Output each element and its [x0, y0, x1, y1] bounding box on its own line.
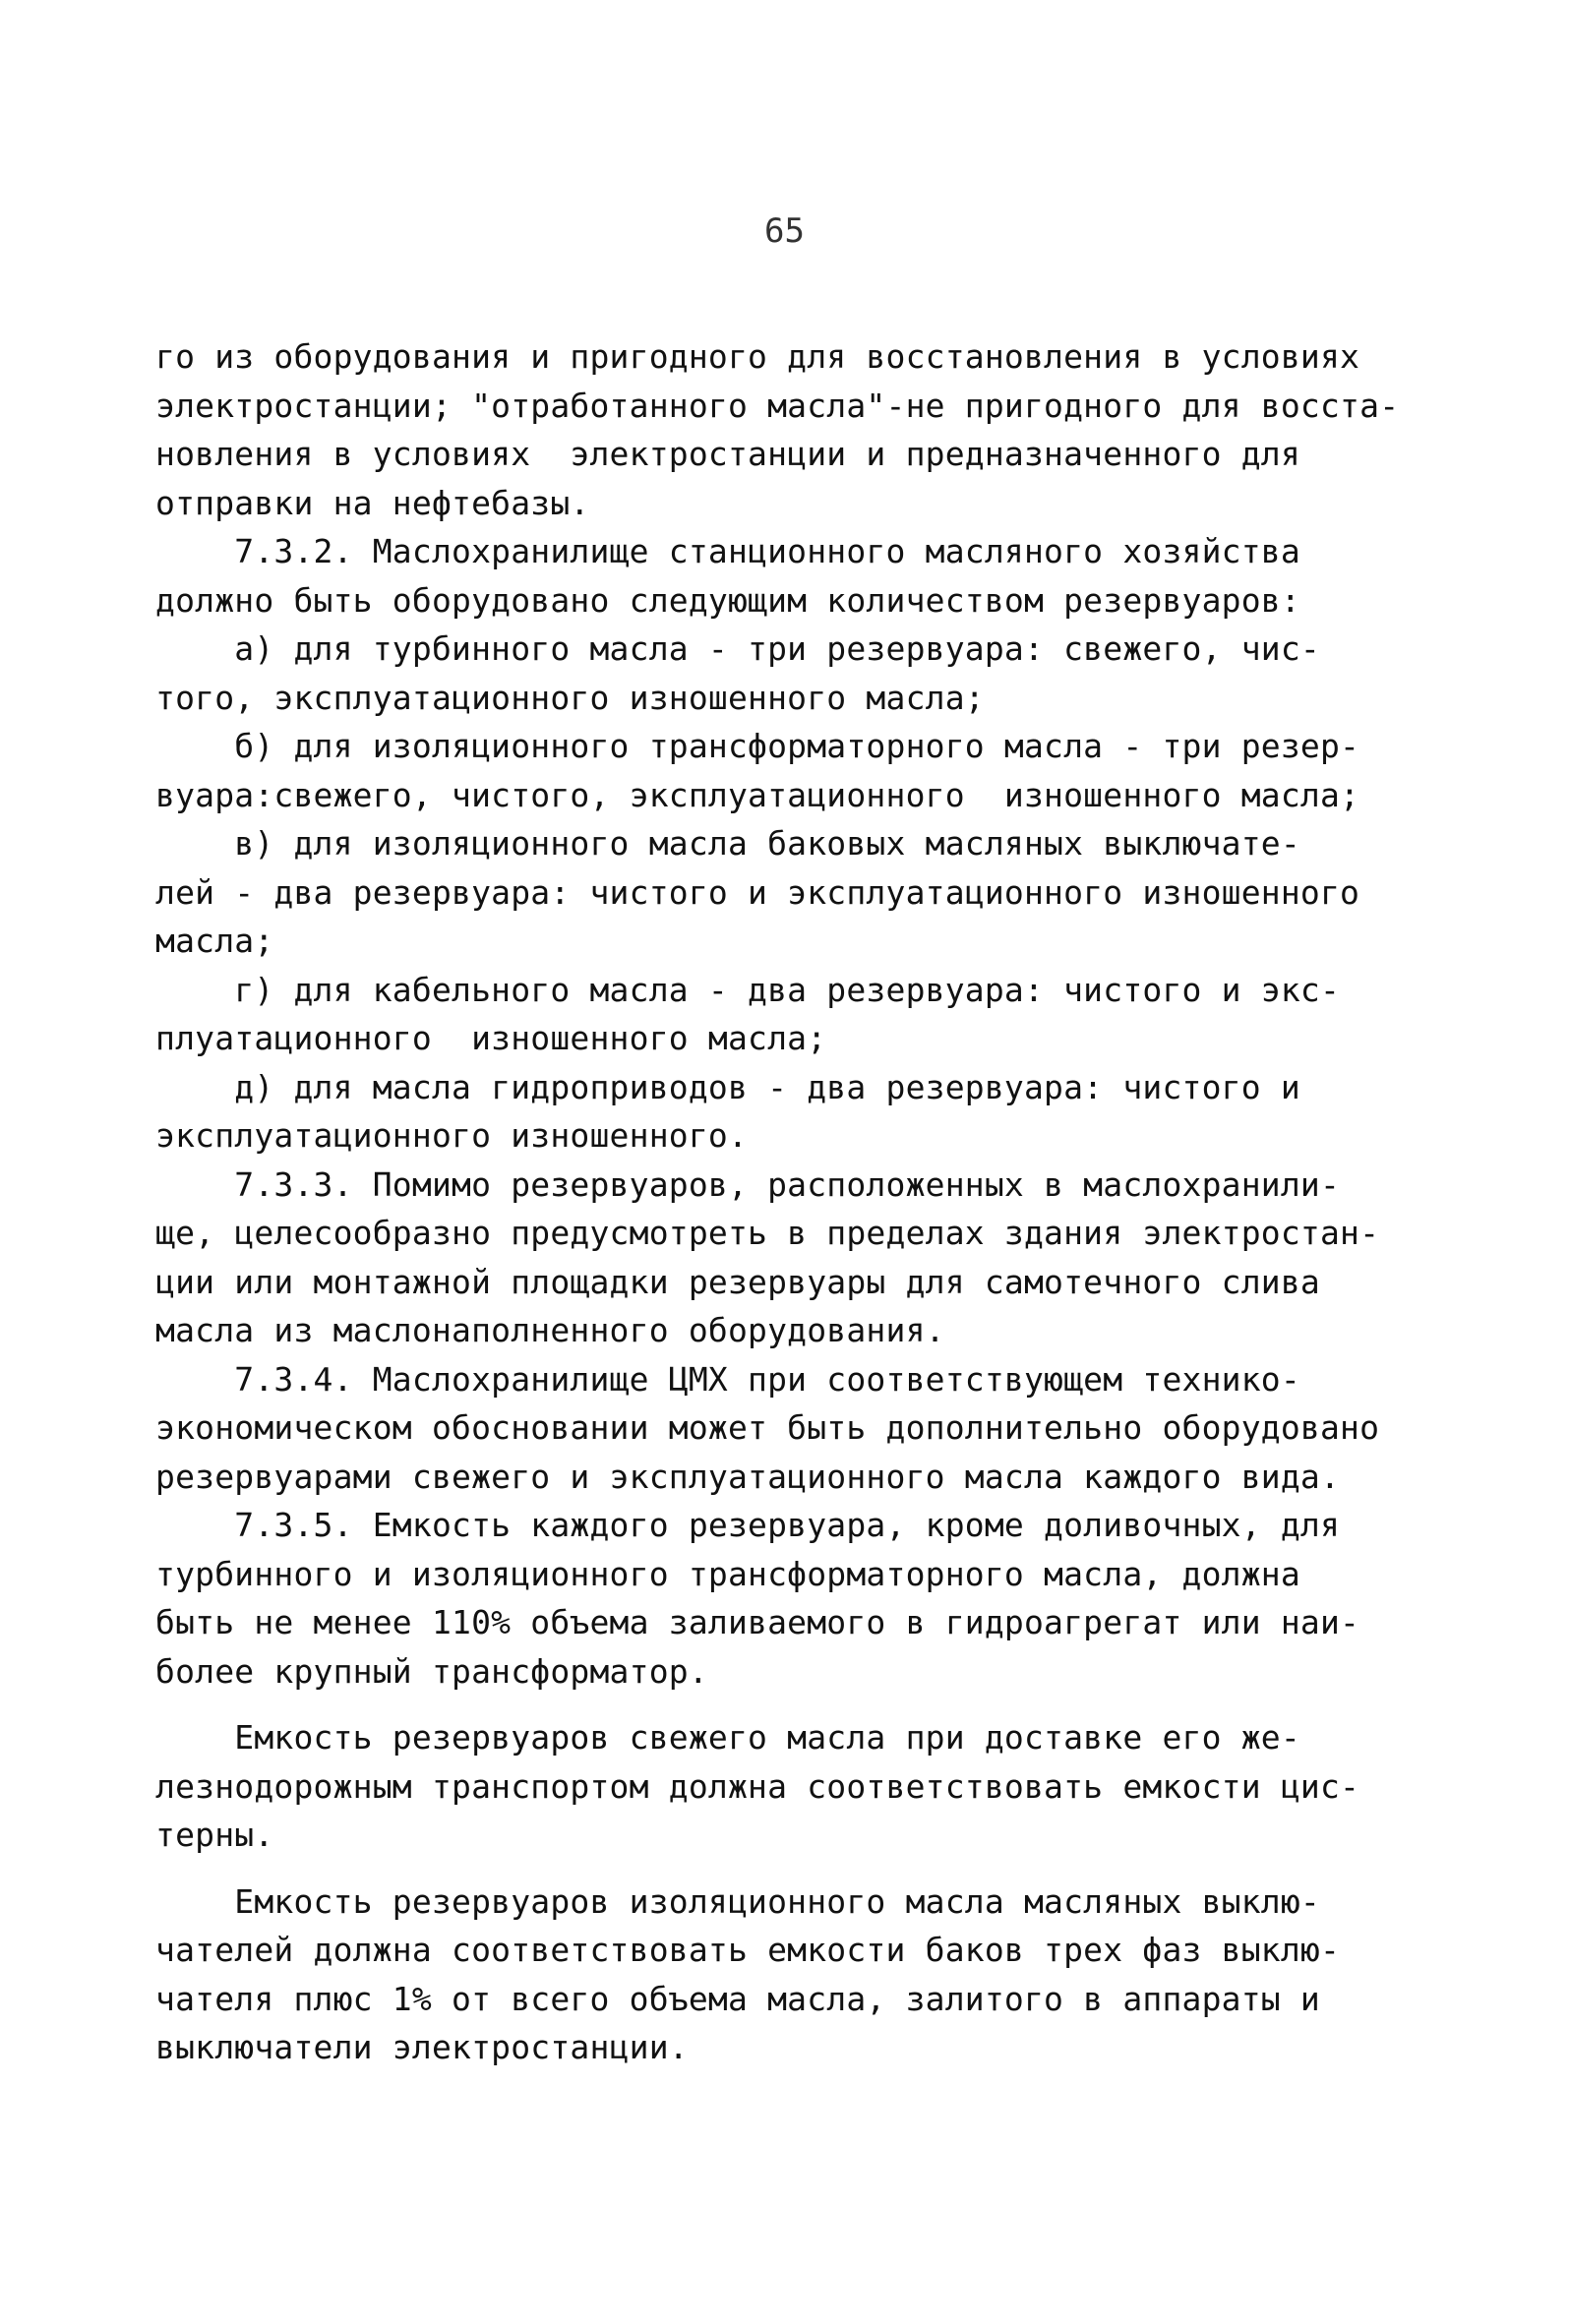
text-line: выключатели электростанции. [155, 2028, 689, 2066]
section-7-3-2-heading: 7.3.2. Маслохранилище станционного масляного хозяйства [155, 532, 1300, 570]
text-line: чателя плюс 1% от всего объема масла, залитого в аппараты и [155, 1979, 1320, 2018]
list-item-a: а) для турбинного масла - три резервуара: свежего, чис- [155, 629, 1320, 668]
text-line: го из оборудования и пригодного для восстановления в условиях [155, 337, 1360, 376]
text-line: быть не менее 110% объема заливаемого в гидроагрегат или наи- [155, 1603, 1360, 1641]
text-line: более крупный трансформатор. [155, 1651, 708, 1691]
list-item-v: в) для изоляционного масла баковых масляных выключате- [155, 824, 1300, 863]
text-line: ции или монтажной площадки резервуары для самотечного слива [155, 1262, 1320, 1301]
document-body [155, 332, 1424, 2072]
text-line: того, эксплуатационного изношенного масла; [155, 678, 985, 717]
text-line: отправки на нефтебазы. [155, 483, 590, 522]
text-line: Емкость резервуаров изоляционного масла масляных выклю- [155, 1881, 1320, 1921]
text-line: вуара:свежего, чистого, эксплуатационного изношенного масла; [155, 775, 1360, 814]
text-line: Емкость резервуаров свежего масла при доставке его же- [155, 1718, 1300, 1757]
text-line: ще, целесообразно предусмотреть в пределах здания электростан- [155, 1214, 1380, 1252]
list-item-d: д) для масла гидроприводов - два резервуара: чистого и [155, 1067, 1300, 1106]
text-line: должно быть оборудовано следующим количеством резервуаров: [155, 580, 1300, 620]
text-line: терны. [155, 1816, 274, 1854]
section-7-3-5-heading: 7.3.5. Емкость каждого резервуара, кроме доливочных, для [155, 1506, 1341, 1544]
text-line: лей - два резервуара: чистого и эксплуатационного изношенного [155, 872, 1360, 912]
list-item-g: г) для кабельного масла - два резервуара: чистого и экс- [155, 970, 1341, 1009]
text-line: чателей должна соответствовать емкости баков трех фаз выклю- [155, 1931, 1341, 1969]
section-7-3-4-heading: 7.3.4. Маслохранилище ЦМХ при соответствующем технико- [155, 1359, 1300, 1399]
list-item-b: б) для изоляционного трансформаторного масла - три резер- [155, 727, 1360, 765]
section-7-3-3-heading: 7.3.3. Помимо резервуаров, расположенных в маслохранили- [155, 1164, 1341, 1204]
text-line: лезнодорожным транспортом должна соответствовать емкости цис- [155, 1766, 1360, 1806]
text-line: турбинного и изоляционного трансформаторного масла, должна [155, 1554, 1300, 1593]
text-line: плуатационного изношенного масла; [155, 1019, 827, 1057]
text-line: новления в условиях электростанции и предназначенного для [155, 435, 1300, 473]
text-line: масла из маслонаполненного оборудования. [155, 1311, 945, 1349]
text-line: резервуарами свежего и эксплуатационного масла каждого вида. [155, 1457, 1341, 1496]
page-number: 65 [764, 211, 805, 251]
text-line: электростанции; "отработанного масла"-не пригодного для восста- [155, 386, 1400, 425]
text-line: масла; [155, 922, 274, 960]
paragraph-gap [155, 1696, 1424, 1713]
text-line: экономическом обосновании может быть дополнительно оборудовано [155, 1408, 1380, 1447]
paragraph-gap [155, 1860, 1424, 1877]
text-line: эксплуатационного изношенного. [155, 1116, 749, 1155]
